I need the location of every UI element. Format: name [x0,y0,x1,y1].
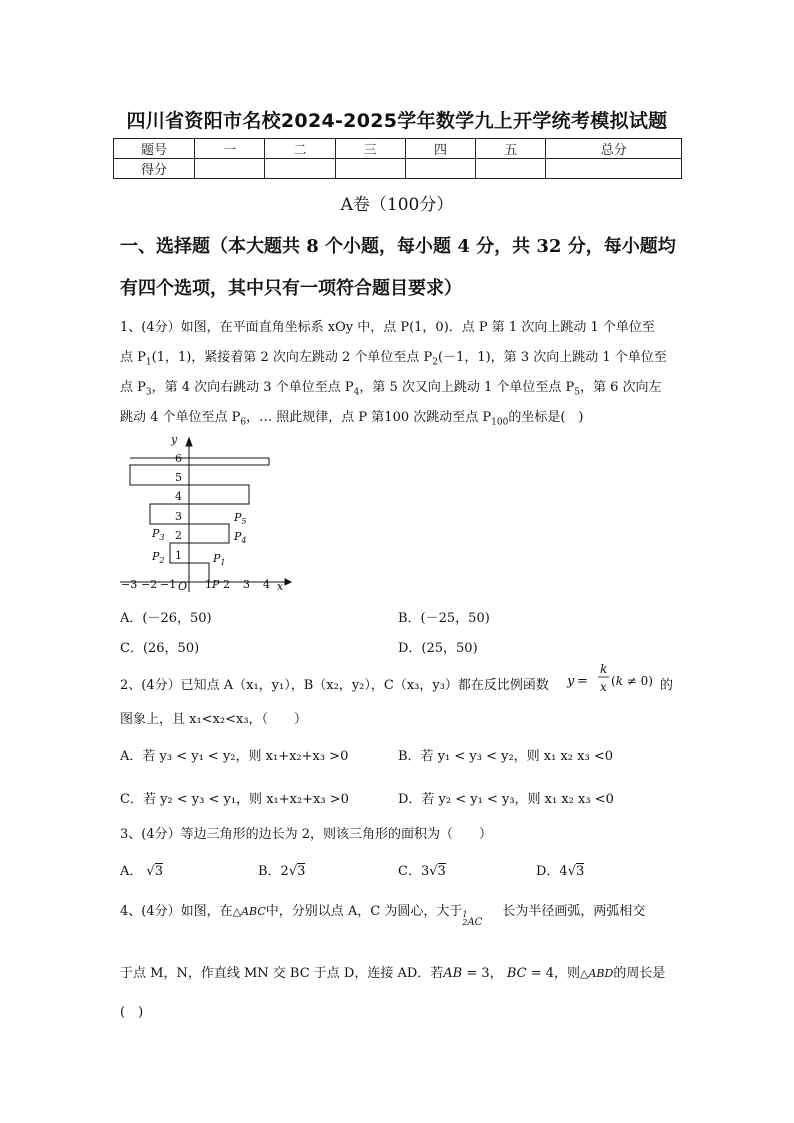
q1-text: ，第 5 次又向上跳动 1 个单位至点 P [359,380,575,395]
svg-text:x: x [600,680,607,694]
score-cell[interactable] [476,159,546,179]
q4-line3: ( ) [120,1005,144,1020]
y-tick: 6 [175,452,182,465]
q4-line2: 于点 M，N，作直线 MN 交 BC 于点 D，连接 AD．若AB = 3， BC = 4，则△ABD的周长是 [120,966,666,981]
triangle-abc-math: △ABC [232,905,266,918]
q3-line1: 3、(4分）等边三角形的边长为 2，则该三角形的面积为（ ） [120,827,493,842]
score-cell[interactable] [265,159,335,179]
q1-line4: 跳动 4 个单位至点 $P_6$，… 照此规律，点 P 第100 次跳动至点 $P_{100}$的坐标是( ) [120,410,584,428]
half-ac-fraction: 1 2AC [462,910,483,928]
q3-option-b-label: B．2 [258,864,289,879]
score-cell[interactable] [405,159,475,179]
q2-option-a[interactable]: A．若 y₃ < y₁ < y₂，则 x₁+x₂+x₃ >0 [120,749,349,764]
section-heading-line1: 一、选择题（本大题共 8 个小题，每小题 4 分，共 32 分，每小题均 [120,236,676,257]
q1-line3: 点 $P_3$，第 4 次向右跳动 3 个单位至点 $P_4$，第 5 次又向上跳动 1 个单位至点 $P_5$，第 6 次向左 [120,380,662,398]
q3-option-a[interactable] [120,860,163,879]
x-tick: −1 [160,578,177,591]
q1-text: 点 P [120,380,146,395]
q2-line1: 2、(4分）已知点 A（x₁，y₁），B（x₂，y₂），C（x₃，y₃）都在反比例函数 [120,678,549,693]
q1-text: 的坐标是( ) [508,410,584,425]
point-label-P2: $P_2$ [152,550,165,565]
q4-text: 长为半径画弧，两弧相交 [502,904,646,919]
score-header-cell: 三 [335,139,405,159]
point-label-P5: $P_5$ [234,511,247,526]
sqrt-3-icon: √3 [146,864,163,879]
q1-text: ，第 6 次向左 [580,380,662,395]
q1-coordinate-figure [115,430,295,595]
q4-text: ， [489,966,503,981]
point-label-P: P [212,578,220,591]
q3-option-c[interactable] [398,860,446,879]
y-tick: 5 [175,471,182,484]
y-tick: 4 [175,490,182,503]
score-table-header-row [114,139,682,159]
sqrt-3-icon: √3 [429,864,446,879]
q1-text: (－1，1)，第 3 次向上跳动 1 个单位至 [438,350,667,365]
q2-function-formula [565,660,660,698]
jump-path [130,458,269,582]
score-cell[interactable] [546,159,682,179]
x-tick: 2 [223,578,230,591]
x-tick: 1 [205,578,212,591]
q2-line1-end: 的 [660,678,674,693]
y-tick: 1 [175,549,182,562]
q3-option-c-label: C．3 [398,864,430,879]
q4-text: 的周长是 [613,966,666,981]
q2-option-d[interactable]: D．若 y₂ < y₁ < y₃，则 x₁ x₂ x₃ <0 [398,792,614,807]
point-label-P1: $P_1$ [213,552,226,567]
q1-text: ，第 4 次向右跳动 3 个单位至点 P [151,380,354,395]
x-axis-label: x [277,580,284,593]
score-row-label: 得分 [114,159,195,179]
q1-option-c[interactable]: C．(26，50) [120,641,200,656]
score-header-cell: 二 [265,139,335,159]
q4-text: 于点 M，N，作直线 MN 交 BC 于点 D，连接 AD．若 [120,966,444,981]
q3-option-d-label: D．4 [536,864,568,879]
q4-text: 中，分别以点 A，C 为圆心，大于 [265,904,463,919]
q1-text: 跳动 4 个单位至点 P [120,410,241,425]
origin-label: O [178,580,188,593]
svg-text:k: k [600,662,608,676]
y-tick: 2 [175,529,182,542]
score-table [113,138,682,179]
q4-text: ，则 [554,966,581,981]
q1-option-d[interactable]: D．(25，50) [398,641,478,656]
sqrt-3-icon: √3 [288,864,306,879]
score-header-cell: 总分 [546,139,682,159]
q3-option-d[interactable] [536,860,584,879]
q1-text: (1，1)，紧接着第 2 次向左跳动 2 个单位至点 P [151,350,433,365]
ab-equals-3-math: AB [443,966,463,981]
score-table-score-row [114,159,682,179]
y-tick: 3 [175,510,182,523]
score-header-cell: 五 [476,139,546,159]
y-axis-arrow-icon [186,438,192,446]
page-title: 四川省资阳市名校2024-2025学年数学九上开学统考模拟试题 [126,110,668,132]
q4-line1 [120,900,646,928]
point-label-P4: $P_4$ [234,530,247,545]
q3-option-a-label: A． [120,864,143,879]
x-tick: −2 [141,578,158,591]
svg-text:(k ≠ 0): (k ≠ 0) [611,674,653,688]
x-tick: 4 [263,578,270,591]
x-tick: 3 [243,578,250,591]
score-header-cell: 一 [195,139,265,159]
x-tick: −3 [121,578,138,591]
score-header-cell: 题号 [114,139,195,159]
q1-text: 点 P [120,350,146,365]
q4-text: 4、(4分）如图，在 [120,904,233,919]
svg-text:=: = [577,674,588,689]
section-heading-line2: 有四个选项，其中只有一项符合题目要求） [120,278,462,299]
q3-option-b[interactable] [258,860,305,879]
x-axis-arrow-icon [285,579,291,585]
score-cell[interactable] [195,159,265,179]
q1-line1: 1、(4分）如图，在平面直角坐标系 xOy 中，点 P(1，0)．点 P 第 1 次向上跳动 1 个单位至 [120,320,655,335]
q1-text: ，… 照此规律，点 P 第100 次跳动至点 P [246,410,492,425]
q1-option-a[interactable]: A．(－26，50) [120,611,212,626]
y-axis-label: y [171,433,178,446]
q1-option-b[interactable]: B．(－25，50) [398,611,490,626]
q1-line2: 点 $P_1(1$，1)，紧接着第 2 次向左跳动 2 个单位至点 $P_2(-1$，1)，第 3 次向上跳动 1 个单位至 [120,350,667,368]
score-header-cell: 四 [405,139,475,159]
triangle-abd-math: △ABD [580,967,614,980]
point-label-P3: $P_3$ [152,527,165,542]
paper-label: A卷（100分） [340,195,454,215]
q2-line2: 图象上，且 x₁<x₂<x₃，（ ） [120,712,308,727]
q2-option-c[interactable]: C．若 y₂ < y₃ < y₁，则 x₁+x₂+x₃ >0 [120,792,349,807]
bc-equals-4-math: BC [506,966,527,981]
score-cell[interactable] [335,159,405,179]
q2-option-b[interactable]: B．若 y₁ < y₃ < y₂，则 x₁ x₂ x₃ <0 [398,749,613,764]
sqrt-3-icon: √3 [567,864,585,879]
svg-text:y: y [567,674,575,689]
